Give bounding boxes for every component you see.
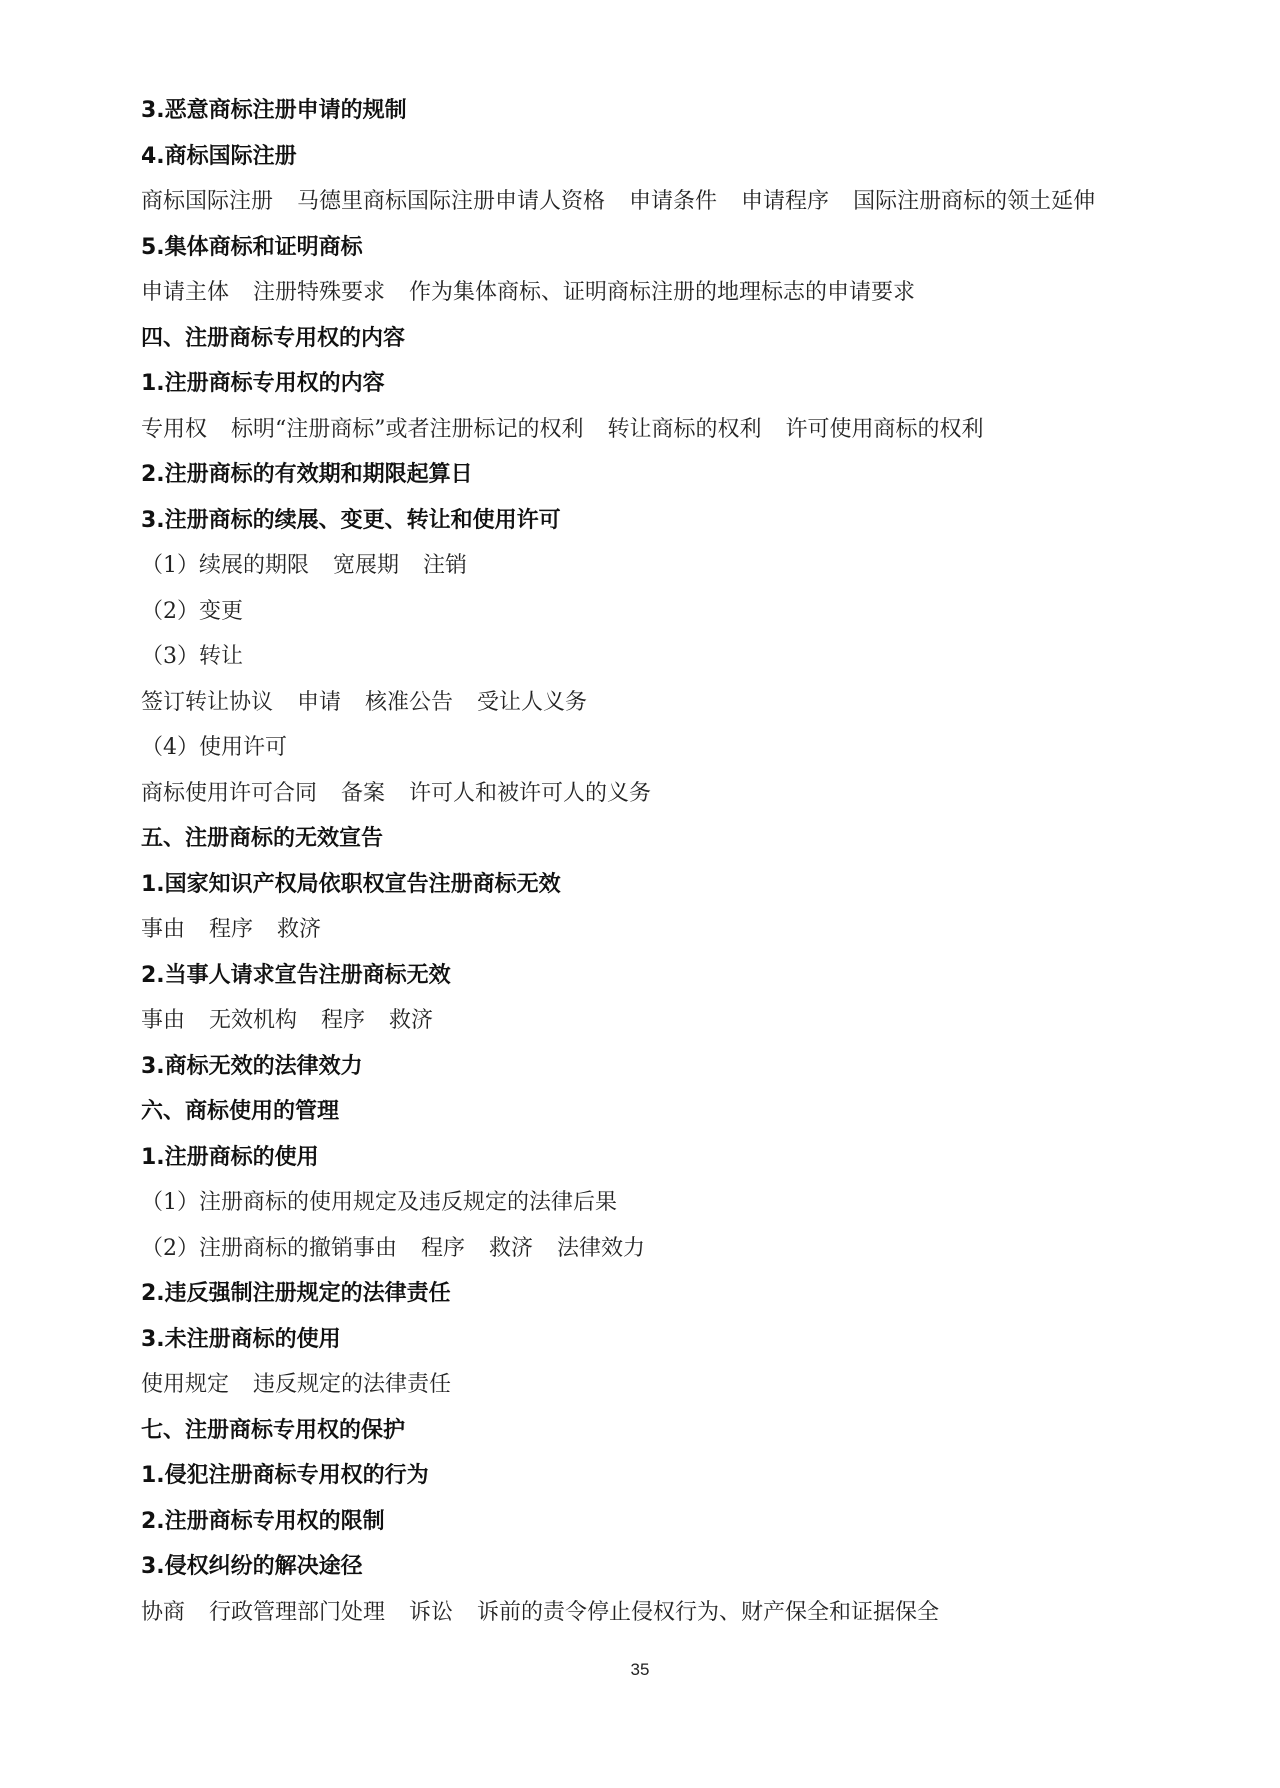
topic-item: 程序	[321, 1008, 366, 1033]
document-page	[141, 88, 1141, 1635]
section-heading: 3.侵权纠纷的解决途径	[141, 1554, 363, 1579]
topic-item: （1）续展的期限	[141, 553, 309, 578]
topic-item: 救济	[489, 1235, 534, 1261]
page-number: 35	[630, 1660, 650, 1679]
section-heading: 2.注册商标的有效期和期限起算日	[141, 462, 473, 487]
topic-item: （2）注册商标的撤销事由	[141, 1235, 397, 1261]
topic-item: 申请	[297, 689, 342, 715]
topic-item: 注册特殊要求	[253, 280, 386, 305]
topic-line	[141, 1590, 1141, 1636]
topic-item: 商标国际注册	[141, 189, 274, 214]
topic-item: 行政管理部门处理	[209, 1599, 386, 1625]
topic-item: 受让人义务	[477, 689, 588, 715]
section-heading: 六、商标使用的管理	[141, 1099, 340, 1124]
topic-line	[141, 270, 1141, 316]
topic-item: 标明“注册商标”或者注册标记的权利	[231, 416, 584, 442]
section-heading: 3.未注册商标的使用	[141, 1326, 341, 1352]
topic-item: 备案	[341, 780, 386, 806]
topic-line	[141, 771, 1141, 817]
section-heading: 四、注册商标专用权的内容	[141, 325, 406, 351]
topic-item: （1）注册商标的使用规定及违反规定的法律后果	[141, 1190, 617, 1215]
section-heading: 1.国家知识产权局依职权宣告注册商标无效	[141, 871, 561, 897]
topic-item: 救济	[277, 917, 322, 942]
topic-item: 许可人和被许可人的义务	[409, 780, 652, 806]
section-heading: 2.注册商标专用权的限制	[141, 1508, 385, 1534]
section-heading: 七、注册商标专用权的保护	[141, 1417, 406, 1443]
topic-item: 无效机构	[209, 1008, 298, 1033]
topic-line	[141, 543, 1141, 589]
topic-item: 核准公告	[365, 689, 454, 715]
topic-item: 申请条件	[629, 189, 718, 214]
topic-item: 使用规定	[141, 1372, 230, 1397]
topic-item: 法律效力	[557, 1235, 646, 1261]
section-heading: 5.集体商标和证明商标	[141, 234, 363, 260]
topic-item: 申请程序	[741, 189, 830, 214]
topic-item: 诉讼	[409, 1599, 454, 1625]
topic-line	[141, 634, 1141, 680]
topic-item: （2）变更	[141, 598, 243, 624]
section-heading: 2.违反强制注册规定的法律责任	[141, 1281, 451, 1306]
topic-line	[141, 907, 1141, 953]
topic-item: 商标使用许可合同	[141, 780, 318, 806]
topic-item: 宽展期	[333, 553, 400, 578]
topic-line	[141, 1180, 1141, 1226]
topic-item: 事由	[141, 917, 186, 942]
topic-item: 救济	[389, 1008, 434, 1033]
topic-line	[141, 1226, 1141, 1272]
section-heading: 3.商标无效的法律效力	[141, 1053, 363, 1079]
topic-item: 协商	[141, 1599, 186, 1625]
topic-item: 申请主体	[141, 280, 230, 305]
topic-item: 专用权	[141, 416, 208, 442]
topic-item: 许可使用商标的权利	[785, 416, 984, 442]
section-heading: 3.注册商标的续展、变更、转让和使用许可	[141, 507, 561, 533]
topic-line	[141, 407, 1141, 453]
section-heading: 1.注册商标的使用	[141, 1144, 319, 1170]
topic-item: 诉前的责令停止侵权行为、财产保全和证据保全	[477, 1599, 940, 1625]
section-heading: 2.当事人请求宣告注册商标无效	[141, 962, 451, 988]
topic-item: 国际注册商标的领土延伸	[853, 189, 1096, 214]
topic-line	[141, 179, 1141, 225]
section-heading: 3.恶意商标注册申请的规制	[141, 98, 407, 123]
topic-item: （4）使用许可	[141, 735, 287, 760]
topic-item: 转让商标的权利	[607, 416, 762, 442]
topic-item: 违反规定的法律责任	[253, 1372, 452, 1397]
section-heading: 1.侵犯注册商标专用权的行为	[141, 1463, 429, 1488]
topic-item: 程序	[421, 1235, 466, 1261]
topic-item: 程序	[209, 917, 254, 942]
topic-line	[141, 680, 1141, 726]
topic-line	[141, 589, 1141, 635]
topic-item: 马德里商标国际注册申请人资格	[297, 189, 606, 214]
section-heading: 1.注册商标专用权的内容	[141, 371, 385, 396]
section-heading: 4.商标国际注册	[141, 143, 297, 169]
topic-item: 注销	[423, 553, 468, 578]
topic-item: （3）转让	[141, 644, 243, 669]
topic-item: 签订转让协议	[141, 689, 274, 715]
topic-item: 作为集体商标、证明商标注册的地理标志的申请要求	[409, 280, 916, 305]
topic-line	[141, 1362, 1141, 1408]
topic-line	[141, 998, 1141, 1044]
topic-item: 事由	[141, 1008, 186, 1033]
section-heading: 五、注册商标的无效宣告	[141, 826, 384, 851]
topic-line	[141, 725, 1141, 771]
